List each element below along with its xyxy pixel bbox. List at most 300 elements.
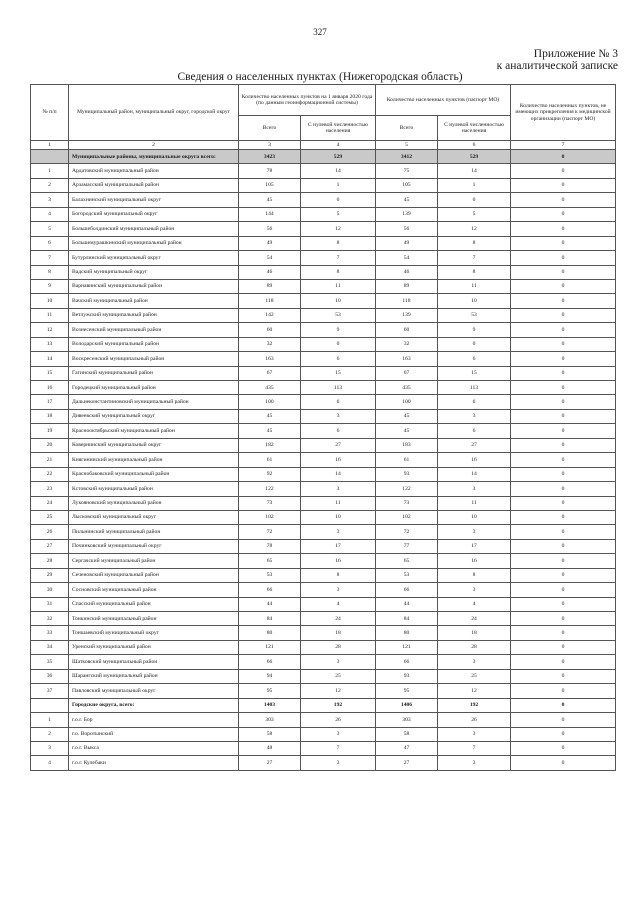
row-name: Вадский муниципальный округ: [69, 265, 239, 279]
row-name: Городецкий муниципальный район: [69, 381, 239, 395]
value-mo-zero: 3: [438, 525, 511, 539]
table-row: [31, 741, 616, 755]
value-unattached: 0: [511, 265, 616, 279]
value-unattached: 0: [511, 539, 616, 553]
header-mo-group: Количество населенных пунктов (паспорт МО): [376, 85, 511, 116]
table-row: [31, 554, 616, 568]
value-mo-zero: 8: [438, 568, 511, 582]
value-geo-total: 67: [239, 366, 301, 380]
value-geo-total: 89: [239, 279, 301, 293]
value-unattached: 0: [511, 554, 616, 568]
value-unattached: 0: [511, 424, 616, 438]
row-number: 28: [31, 554, 69, 568]
row-name: Дивеевский муниципальный округ: [69, 409, 239, 423]
value-mo-zero: 26: [438, 713, 511, 727]
value-unattached: 0: [511, 727, 616, 741]
value-mo-total: 67: [376, 366, 438, 380]
value-mo-total: 102: [376, 510, 438, 524]
value-mo-total: 53: [376, 568, 438, 582]
value-geo-zero: 3: [301, 727, 376, 741]
value-unattached: 0: [511, 150, 616, 164]
column-number: 1: [31, 141, 69, 150]
row-name: Починковский муниципальный округ: [69, 539, 239, 553]
table-row: [31, 352, 616, 366]
row-name: Тонкинский муниципальный район: [69, 612, 239, 626]
value-mo-zero: 6: [438, 352, 511, 366]
value-unattached: 0: [511, 236, 616, 250]
row-name: Вознесенский муниципальный район: [69, 323, 239, 337]
value-unattached: 0: [511, 640, 616, 654]
value-mo-zero: 4: [438, 597, 511, 611]
row-name: Шарангский муниципальный район: [69, 669, 239, 683]
value-mo-zero: 17: [438, 539, 511, 553]
row-name: Шатковский муниципальный район: [69, 655, 239, 669]
row-number: 36: [31, 669, 69, 683]
row-number: [31, 150, 69, 164]
row-number: 17: [31, 395, 69, 409]
value-mo-zero: 529: [438, 150, 511, 164]
value-geo-zero: 8: [301, 568, 376, 582]
value-geo-zero: 24: [301, 612, 376, 626]
value-geo-total: 58: [239, 727, 301, 741]
row-number: 4: [31, 207, 69, 221]
value-geo-total: 46: [239, 265, 301, 279]
row-number: 19: [31, 424, 69, 438]
value-mo-zero: 9: [438, 323, 511, 337]
table-row: [31, 409, 616, 423]
value-mo-zero: 3: [438, 482, 511, 496]
table-row: [31, 612, 616, 626]
value-geo-zero: 0: [301, 337, 376, 351]
value-mo-total: 45: [376, 409, 438, 423]
row-name: Лысковский муниципальный округ: [69, 510, 239, 524]
table-row: [31, 626, 616, 640]
value-geo-zero: 6: [301, 395, 376, 409]
value-mo-zero: 3: [438, 756, 511, 770]
value-unattached: 0: [511, 352, 616, 366]
value-unattached: 0: [511, 453, 616, 467]
value-unattached: 0: [511, 496, 616, 510]
value-geo-total: 48: [239, 741, 301, 755]
row-number: 2: [31, 178, 69, 192]
value-mo-total: 73: [376, 496, 438, 510]
value-mo-total: 435: [376, 381, 438, 395]
row-name: Краснобаковский муниципальный район: [69, 467, 239, 481]
row-name: г.о.г. Кулебаки: [69, 756, 239, 770]
row-number: 23: [31, 482, 69, 496]
column-numbers-row: [31, 141, 616, 150]
header-name: Муниципальный район, муниципальный округ, городской округ: [69, 85, 239, 141]
row-name: Арзамасский муниципальный район: [69, 178, 239, 192]
value-unattached: 0: [511, 626, 616, 640]
row-name: Сосновский муниципальный район: [69, 583, 239, 597]
row-name: Княгининский муниципальный район: [69, 453, 239, 467]
row-number: 4: [31, 756, 69, 770]
value-mo-zero: 25: [438, 669, 511, 683]
row-name: Спасский муниципальный район: [69, 597, 239, 611]
table-row: [31, 222, 616, 236]
value-geo-total: 66: [239, 655, 301, 669]
value-mo-total: 75: [376, 164, 438, 178]
row-number: 7: [31, 251, 69, 265]
value-mo-total: 1406: [376, 698, 438, 712]
row-name: Ковернинский муниципальный округ: [69, 438, 239, 452]
row-number: 2: [31, 727, 69, 741]
table-row: [31, 193, 616, 207]
column-number: 5: [376, 141, 438, 150]
value-geo-zero: 8: [301, 236, 376, 250]
value-unattached: 0: [511, 409, 616, 423]
table-row: [31, 381, 616, 395]
value-geo-zero: 27: [301, 438, 376, 452]
column-number: 6: [438, 141, 511, 150]
table-body: [31, 150, 616, 771]
table-row: [31, 308, 616, 322]
value-mo-total: 80: [376, 626, 438, 640]
value-geo-zero: 26: [301, 713, 376, 727]
value-mo-zero: 7: [438, 251, 511, 265]
table-row: [31, 482, 616, 496]
header-zero-pop-2: С нулевой численностью населения: [438, 116, 511, 141]
value-geo-zero: 192: [301, 698, 376, 712]
table-row: [31, 510, 616, 524]
value-mo-zero: 14: [438, 164, 511, 178]
value-mo-zero: 0: [438, 337, 511, 351]
table-row: [31, 323, 616, 337]
value-mo-zero: 24: [438, 612, 511, 626]
page-number: 327: [313, 27, 327, 37]
header-attached: Количество населенных пунктов, не имеющих прикрепления к медицинской организации (паспорт МО): [511, 85, 616, 141]
value-mo-total: 61: [376, 453, 438, 467]
header-num: № п/п: [31, 85, 69, 141]
value-unattached: 0: [511, 178, 616, 192]
value-mo-zero: 53: [438, 308, 511, 322]
value-mo-total: 60: [376, 323, 438, 337]
value-mo-total: 122: [376, 482, 438, 496]
table-row: [31, 207, 616, 221]
table-row: [31, 713, 616, 727]
row-name: Ветлужский муниципальный район: [69, 308, 239, 322]
row-number: 27: [31, 539, 69, 553]
value-mo-zero: 5: [438, 207, 511, 221]
value-geo-zero: 3: [301, 409, 376, 423]
value-mo-zero: 11: [438, 496, 511, 510]
row-name: г.о. Воротынский: [69, 727, 239, 741]
row-number: 20: [31, 438, 69, 452]
value-geo-total: 121: [239, 640, 301, 654]
value-geo-zero: 6: [301, 424, 376, 438]
table-row: [31, 279, 616, 293]
table-row: [31, 583, 616, 597]
value-geo-total: 80: [239, 626, 301, 640]
table-row: [31, 294, 616, 308]
row-number: 14: [31, 352, 69, 366]
value-mo-zero: 6: [438, 424, 511, 438]
table-row: [31, 164, 616, 178]
value-unattached: 0: [511, 741, 616, 755]
row-number: 12: [31, 323, 69, 337]
value-mo-zero: 18: [438, 626, 511, 640]
value-mo-total: 183: [376, 438, 438, 452]
value-mo-total: 32: [376, 337, 438, 351]
value-geo-zero: 7: [301, 741, 376, 755]
value-mo-total: 303: [376, 713, 438, 727]
value-mo-total: 65: [376, 554, 438, 568]
value-unattached: 0: [511, 207, 616, 221]
row-name: Гагинский муниципальный район: [69, 366, 239, 380]
row-number: 13: [31, 337, 69, 351]
value-geo-zero: 6: [301, 352, 376, 366]
table-row: [31, 669, 616, 683]
value-unattached: 0: [511, 510, 616, 524]
value-mo-zero: 192: [438, 698, 511, 712]
value-mo-total: 45: [376, 193, 438, 207]
value-mo-zero: 10: [438, 294, 511, 308]
value-unattached: 0: [511, 366, 616, 380]
value-geo-zero: 14: [301, 164, 376, 178]
value-mo-zero: 8: [438, 265, 511, 279]
document-title: Сведения о населенных пунктах (Нижегородская область): [177, 71, 463, 83]
value-unattached: 0: [511, 713, 616, 727]
value-mo-total: 72: [376, 525, 438, 539]
value-mo-total: 66: [376, 655, 438, 669]
value-unattached: 0: [511, 279, 616, 293]
row-number: 21: [31, 453, 69, 467]
value-geo-zero: 0: [301, 193, 376, 207]
row-number: 31: [31, 597, 69, 611]
row-number: 16: [31, 381, 69, 395]
row-name: Большеболдинский муниципальный район: [69, 222, 239, 236]
row-name: Павловский муниципальный округ: [69, 684, 239, 698]
value-mo-zero: 1: [438, 178, 511, 192]
value-geo-total: 61: [239, 453, 301, 467]
value-mo-total: 54: [376, 251, 438, 265]
value-geo-total: 60: [239, 323, 301, 337]
value-mo-total: 139: [376, 207, 438, 221]
municipal-total-row: [31, 150, 616, 164]
row-number: 34: [31, 640, 69, 654]
appendix-line-2: к аналитической записке: [496, 60, 618, 72]
value-geo-total: 435: [239, 381, 301, 395]
value-geo-total: 44: [239, 597, 301, 611]
row-name: Городские округа, всего:: [69, 698, 239, 712]
value-unattached: 0: [511, 669, 616, 683]
row-number: 25: [31, 510, 69, 524]
value-geo-total: 182: [239, 438, 301, 452]
value-mo-zero: 10: [438, 510, 511, 524]
value-geo-total: 3423: [239, 150, 301, 164]
value-geo-zero: 25: [301, 669, 376, 683]
value-geo-zero: 3: [301, 756, 376, 770]
value-mo-total: 100: [376, 395, 438, 409]
value-unattached: 0: [511, 251, 616, 265]
value-mo-total: 163: [376, 352, 438, 366]
row-name: Краснооктябрьский муниципальный район: [69, 424, 239, 438]
value-geo-zero: 9: [301, 323, 376, 337]
value-mo-total: 45: [376, 424, 438, 438]
table-row: [31, 597, 616, 611]
row-number: [31, 698, 69, 712]
value-geo-zero: 3: [301, 583, 376, 597]
header-zero-pop: С нулевой численностью населения: [301, 116, 376, 141]
value-geo-zero: 529: [301, 150, 376, 164]
row-name: Богородский муниципальный округ: [69, 207, 239, 221]
value-geo-total: 78: [239, 539, 301, 553]
row-number: 15: [31, 366, 69, 380]
value-mo-total: 66: [376, 583, 438, 597]
value-unattached: 0: [511, 597, 616, 611]
table-header: [31, 85, 616, 150]
value-geo-zero: 17: [301, 539, 376, 553]
value-mo-total: 95: [376, 684, 438, 698]
row-number: 18: [31, 409, 69, 423]
column-number: 2: [69, 141, 239, 150]
value-mo-zero: 11: [438, 279, 511, 293]
value-unattached: 0: [511, 381, 616, 395]
value-mo-total: 93: [376, 467, 438, 481]
appendix-caption: [497, 48, 618, 72]
value-geo-total: 73: [239, 496, 301, 510]
value-geo-zero: 18: [301, 626, 376, 640]
value-geo-zero: 28: [301, 640, 376, 654]
value-geo-zero: 3: [301, 655, 376, 669]
row-name: Дальнеконстантиновский муниципальный район: [69, 395, 239, 409]
value-unattached: 0: [511, 294, 616, 308]
value-geo-total: 27: [239, 756, 301, 770]
row-number: 35: [31, 655, 69, 669]
value-mo-zero: 3: [438, 583, 511, 597]
row-number: 32: [31, 612, 69, 626]
column-number: 3: [239, 141, 301, 150]
value-mo-zero: 8: [438, 236, 511, 250]
value-mo-total: 56: [376, 222, 438, 236]
row-name: Воскресенский муниципальный район: [69, 352, 239, 366]
row-name: Муниципальные районы, муниципальные округа всего:: [69, 150, 239, 164]
value-geo-total: 65: [239, 554, 301, 568]
value-unattached: 0: [511, 438, 616, 452]
header-geo-group: Количество населенных пунктов на 1 января 2020 года (по данным геоинформационной системы): [239, 85, 376, 116]
value-geo-total: 45: [239, 409, 301, 423]
value-mo-total: 93: [376, 669, 438, 683]
row-name: Лукояновский муниципальный район: [69, 496, 239, 510]
value-geo-total: 95: [239, 684, 301, 698]
value-unattached: 0: [511, 756, 616, 770]
value-mo-zero: 16: [438, 453, 511, 467]
value-mo-total: 44: [376, 597, 438, 611]
value-unattached: 0: [511, 337, 616, 351]
value-unattached: 0: [511, 684, 616, 698]
row-number: 26: [31, 525, 69, 539]
table-row: [31, 366, 616, 380]
value-geo-zero: 8: [301, 265, 376, 279]
value-geo-zero: 5: [301, 207, 376, 221]
row-number: 24: [31, 496, 69, 510]
value-geo-zero: 12: [301, 222, 376, 236]
row-number: 6: [31, 236, 69, 250]
value-geo-total: 53: [239, 568, 301, 582]
value-geo-total: 56: [239, 222, 301, 236]
row-name: Балахнинский муниципальный округ: [69, 193, 239, 207]
value-geo-zero: 16: [301, 554, 376, 568]
row-name: Ардатовский муниципальный район: [69, 164, 239, 178]
table-row: [31, 467, 616, 481]
city-total-row: [31, 698, 616, 712]
value-geo-zero: 4: [301, 597, 376, 611]
row-number: 33: [31, 626, 69, 640]
table-row: [31, 236, 616, 250]
row-name: Большемурашкинский муниципальный район: [69, 236, 239, 250]
value-geo-total: 92: [239, 467, 301, 481]
value-mo-zero: 28: [438, 640, 511, 654]
value-unattached: 0: [511, 655, 616, 669]
table-row: [31, 655, 616, 669]
value-unattached: 0: [511, 583, 616, 597]
appendix-line-1: Приложение № 3: [533, 48, 618, 60]
value-geo-total: 163: [239, 352, 301, 366]
table-row: [31, 539, 616, 553]
table-row: [31, 568, 616, 582]
value-mo-zero: 12: [438, 222, 511, 236]
value-geo-total: 66: [239, 583, 301, 597]
header-total: Всего: [239, 116, 301, 141]
value-unattached: 0: [511, 467, 616, 481]
value-geo-total: 94: [239, 669, 301, 683]
row-number: 30: [31, 583, 69, 597]
value-geo-zero: 3: [301, 525, 376, 539]
row-number: 3: [31, 741, 69, 755]
row-number: 1: [31, 164, 69, 178]
row-name: Варнавинский муниципальный район: [69, 279, 239, 293]
row-name: Володарский муниципальный район: [69, 337, 239, 351]
value-mo-total: 139: [376, 308, 438, 322]
row-number: 10: [31, 294, 69, 308]
value-geo-total: 45: [239, 193, 301, 207]
table-row: [31, 684, 616, 698]
value-mo-zero: 15: [438, 366, 511, 380]
row-name: Сергачский муниципальный район: [69, 554, 239, 568]
value-mo-total: 77: [376, 539, 438, 553]
row-name: Пильнинский муниципальный район: [69, 525, 239, 539]
value-unattached: 0: [511, 612, 616, 626]
table-row: [31, 453, 616, 467]
value-unattached: 0: [511, 482, 616, 496]
value-geo-total: 1403: [239, 698, 301, 712]
value-unattached: 0: [511, 308, 616, 322]
value-mo-zero: 7: [438, 741, 511, 755]
value-mo-zero: 0: [438, 193, 511, 207]
value-mo-zero: 27: [438, 438, 511, 452]
value-geo-total: 144: [239, 207, 301, 221]
value-geo-total: 84: [239, 612, 301, 626]
value-geo-total: 102: [239, 510, 301, 524]
row-number: 5: [31, 222, 69, 236]
row-number: 11: [31, 308, 69, 322]
table-row: [31, 525, 616, 539]
value-geo-total: 45: [239, 424, 301, 438]
value-geo-total: 142: [239, 308, 301, 322]
value-unattached: 0: [511, 395, 616, 409]
value-geo-zero: 16: [301, 453, 376, 467]
value-geo-zero: 113: [301, 381, 376, 395]
value-unattached: 0: [511, 698, 616, 712]
table-row: [31, 265, 616, 279]
value-unattached: 0: [511, 323, 616, 337]
value-unattached: 0: [511, 525, 616, 539]
value-geo-zero: 11: [301, 279, 376, 293]
value-geo-zero: 15: [301, 366, 376, 380]
table-row: [31, 251, 616, 265]
value-mo-total: 89: [376, 279, 438, 293]
